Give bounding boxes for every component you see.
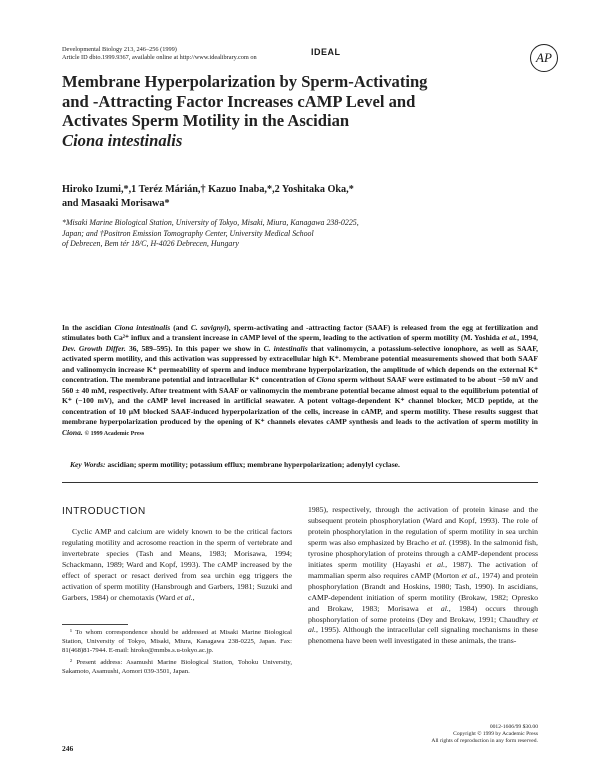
footnote-1: ¹ To whom correspondence should be addressed at Misaki Marine Biological Station, University of Tokyo, Misaki, Miura, Kanagawa 238-0225, Japan. Fax: 81(468)81-7944. E-mail: hiroko@mmbs.s.u-tokyo.ac.jp.: [62, 629, 292, 655]
affiliation-line-3: of Debrecen, Bem tér 18/C, H-4026 Debrecen, Hungary: [62, 239, 239, 249]
title-line-1: Membrane Hyperpolarization by Sperm-Activating: [62, 72, 428, 91]
intro-text: , 1974) and protein phosphorylation (Brandt and Hoskins, 1980; Tash, 1990). In ascidians, cAMP-dependent initiation of sperm motility (Brokaw, 1982; Opresko and Brokaw, 1983; Morisawa: [308, 570, 538, 613]
keywords: [70, 460, 538, 470]
intro-italic: et al.: [177, 592, 193, 602]
section-heading-introduction: INTRODUCTION: [62, 506, 146, 517]
intro-italic: et al.: [431, 537, 447, 547]
journal-line-2: Article ID dbio.1999.9367, available online at http://www.idealibrary.com on: [62, 54, 257, 62]
intro-text: , 1984) occurs through phosphorylation of some proteins (Dey and Brokaw, 1991; Chaudhry: [308, 603, 539, 624]
journal-line-1: Developmental Biology 213, 246–256 (1999): [62, 46, 177, 53]
abstract-italic: et al.: [501, 333, 518, 343]
abstract-text: (and: [170, 323, 191, 332]
affiliation-line-2: Japan; and †Positron Emission Tomography Center, University Medical School: [62, 228, 314, 238]
affiliations: [62, 218, 542, 250]
footnotes: [62, 628, 292, 679]
keywords-text: ascidian; sperm motility; potassium efflux; membrane hyperpolarization; adenylyl cyclase.: [105, 460, 400, 469]
rights-line: All rights of reproduction in any form reserved.: [431, 738, 538, 745]
intro-text: (1998). In the salmonid fish, tyrosine phosphorylation of proteins through a cAMP-dependent process initiates sperm motility (Hayashi: [308, 537, 538, 569]
affiliation-line-1: *Misaki Marine Biological Station, University of Tokyo, Misaki, Miura, Kanagawa 238-0225,: [62, 218, 359, 227]
intro-text: ,: [192, 592, 195, 602]
abstract-copyright: © 1999 Academic Press: [84, 430, 145, 437]
abstract-italic: Dev. Growth Differ.: [62, 343, 126, 353]
keywords-label: Key Words:: [70, 460, 106, 469]
intro-italic: et al.: [426, 603, 449, 613]
intro-text: , 1987). The activation of mammalian sperm also requires cAMP (Morton: [308, 559, 539, 580]
issn: 0012-1606/99 $30.00: [489, 724, 538, 730]
intro-left-column: [62, 527, 292, 604]
title-line-2: and -Attracting Factor Increases cAMP Level and: [62, 91, 416, 111]
intro-text: , 1995). Although the intracellular cell signaling mechanisms in these phenomena have been well investigated in these animals, the trans-: [308, 625, 538, 646]
intro-text: 1985), respectively, through the activation of protein kinase and the subsequent protein phosphorylation (Ward and Kopf, 1993). The role of protein phosphorylation in the regulation of sperm motility in sea urchin sperm was also emphasized by Bracho: [308, 505, 538, 547]
copyright-block: [420, 724, 538, 746]
authors-line-2: and Masaaki Morisawa*: [62, 197, 170, 209]
abstract-text: sperm without SAAF were estimated to be about −50 mV and 560 ± 40 mM, respectively. After treatment with SAAF or valinomycin the membrane potential became almost equal to the equilibrium potential of K⁺ (−100 mV), and the cAMP level increased in artificial seawater. A potent voltage-dependent K⁺ channel blocker, MCD peptide, at the concentration of 10 μM blocked SAAF-induced hyperpolarization of the cells, increase in cAMP, and sperm motility. These results suggest that membrane hyperpolarization produced by the opening of K⁺ channels elevates cAMP synthesis and leads to the activation of sperm motility in: [62, 375, 538, 427]
title-line-3: Activates Sperm Motility in the Ascidian: [62, 111, 350, 131]
ideal-logo: IDEAL: [311, 47, 341, 57]
intro-italic: et al.: [308, 614, 538, 635]
intro-italic: et al.: [426, 559, 446, 569]
abstract-text: ), sperm-activating and -attracting factor (SAAF) is released from the egg at fertilization and stimulates both Ca²⁺ influx and a transient increase in cAMP level of the sperm, leading to the activation of sperm motility (M. Yoshida: [62, 323, 538, 343]
author-list: [62, 183, 542, 210]
abstract-italic: C. savignyi: [190, 323, 227, 332]
page-number: 246: [62, 744, 74, 753]
abstract-italic: C. intestinalis: [263, 343, 308, 353]
abstract-italic: Ciona: [316, 375, 336, 385]
intro-right-column: [308, 505, 538, 647]
footnote-divider: [62, 624, 128, 625]
abstract: [62, 323, 538, 439]
academic-press-logo: AP: [530, 44, 558, 72]
abstract-text: 36, 589–595). In this paper we show in: [125, 343, 264, 353]
copyright-line: Copyright © 1999 by Academic Press: [453, 731, 538, 738]
footnote-2: ² Present address: Asamushi Marine Biological Station, Tohoku University, Sakamoto, Asamushi, Aomori 039-3501, Japan.: [62, 659, 292, 676]
intro-italic: et al.: [461, 570, 478, 580]
abstract-text: that valinomycin, a potassium-selective ionophore, as well as SAAF, activated sperm motility, and this activation was suppressed by extracellular high K⁺. Membrane potential measurements showed that both SAAF and valinomycin increase K⁺ permeability of sperm and induce membrane hyperpolarization, the amplitude of which depends on the external K⁺ concentration. The membrane potential and intracellular K⁺ concentration of: [62, 343, 539, 385]
abstract-italic: Ciona intestinalis: [114, 323, 171, 332]
section-divider: [62, 482, 538, 483]
abstract-text: , 1994,: [517, 333, 538, 343]
abstract-text: In the ascidian: [62, 323, 115, 332]
authors-line-1: Hiroko Izumi,*,1 Teréz Márián,† Kazuo Inaba,*,2 Yoshitaka Oka,*: [62, 184, 354, 195]
abstract-italic: Ciona.: [62, 427, 83, 437]
intro-text: Cyclic AMP and calcium are widely known to be the critical factors regulating motility and acrosome reaction in the sperm of vertebrate and invertebrate species (Tash and Means, 1983; Morisawa, 1994; Schackmann, 1989; Ward and Kopf, 1993). The cAMP increased by the effect of speract or resact derived from sea urchin egg triggers the activation of sperm motility (Hansbrough and Garbers, 1981; Suzuki and Garbers, 1984) or chemotaxis (Ward: [62, 527, 292, 602]
article-title: [62, 72, 542, 151]
title-line-4: Ciona intestinalis: [62, 131, 183, 151]
